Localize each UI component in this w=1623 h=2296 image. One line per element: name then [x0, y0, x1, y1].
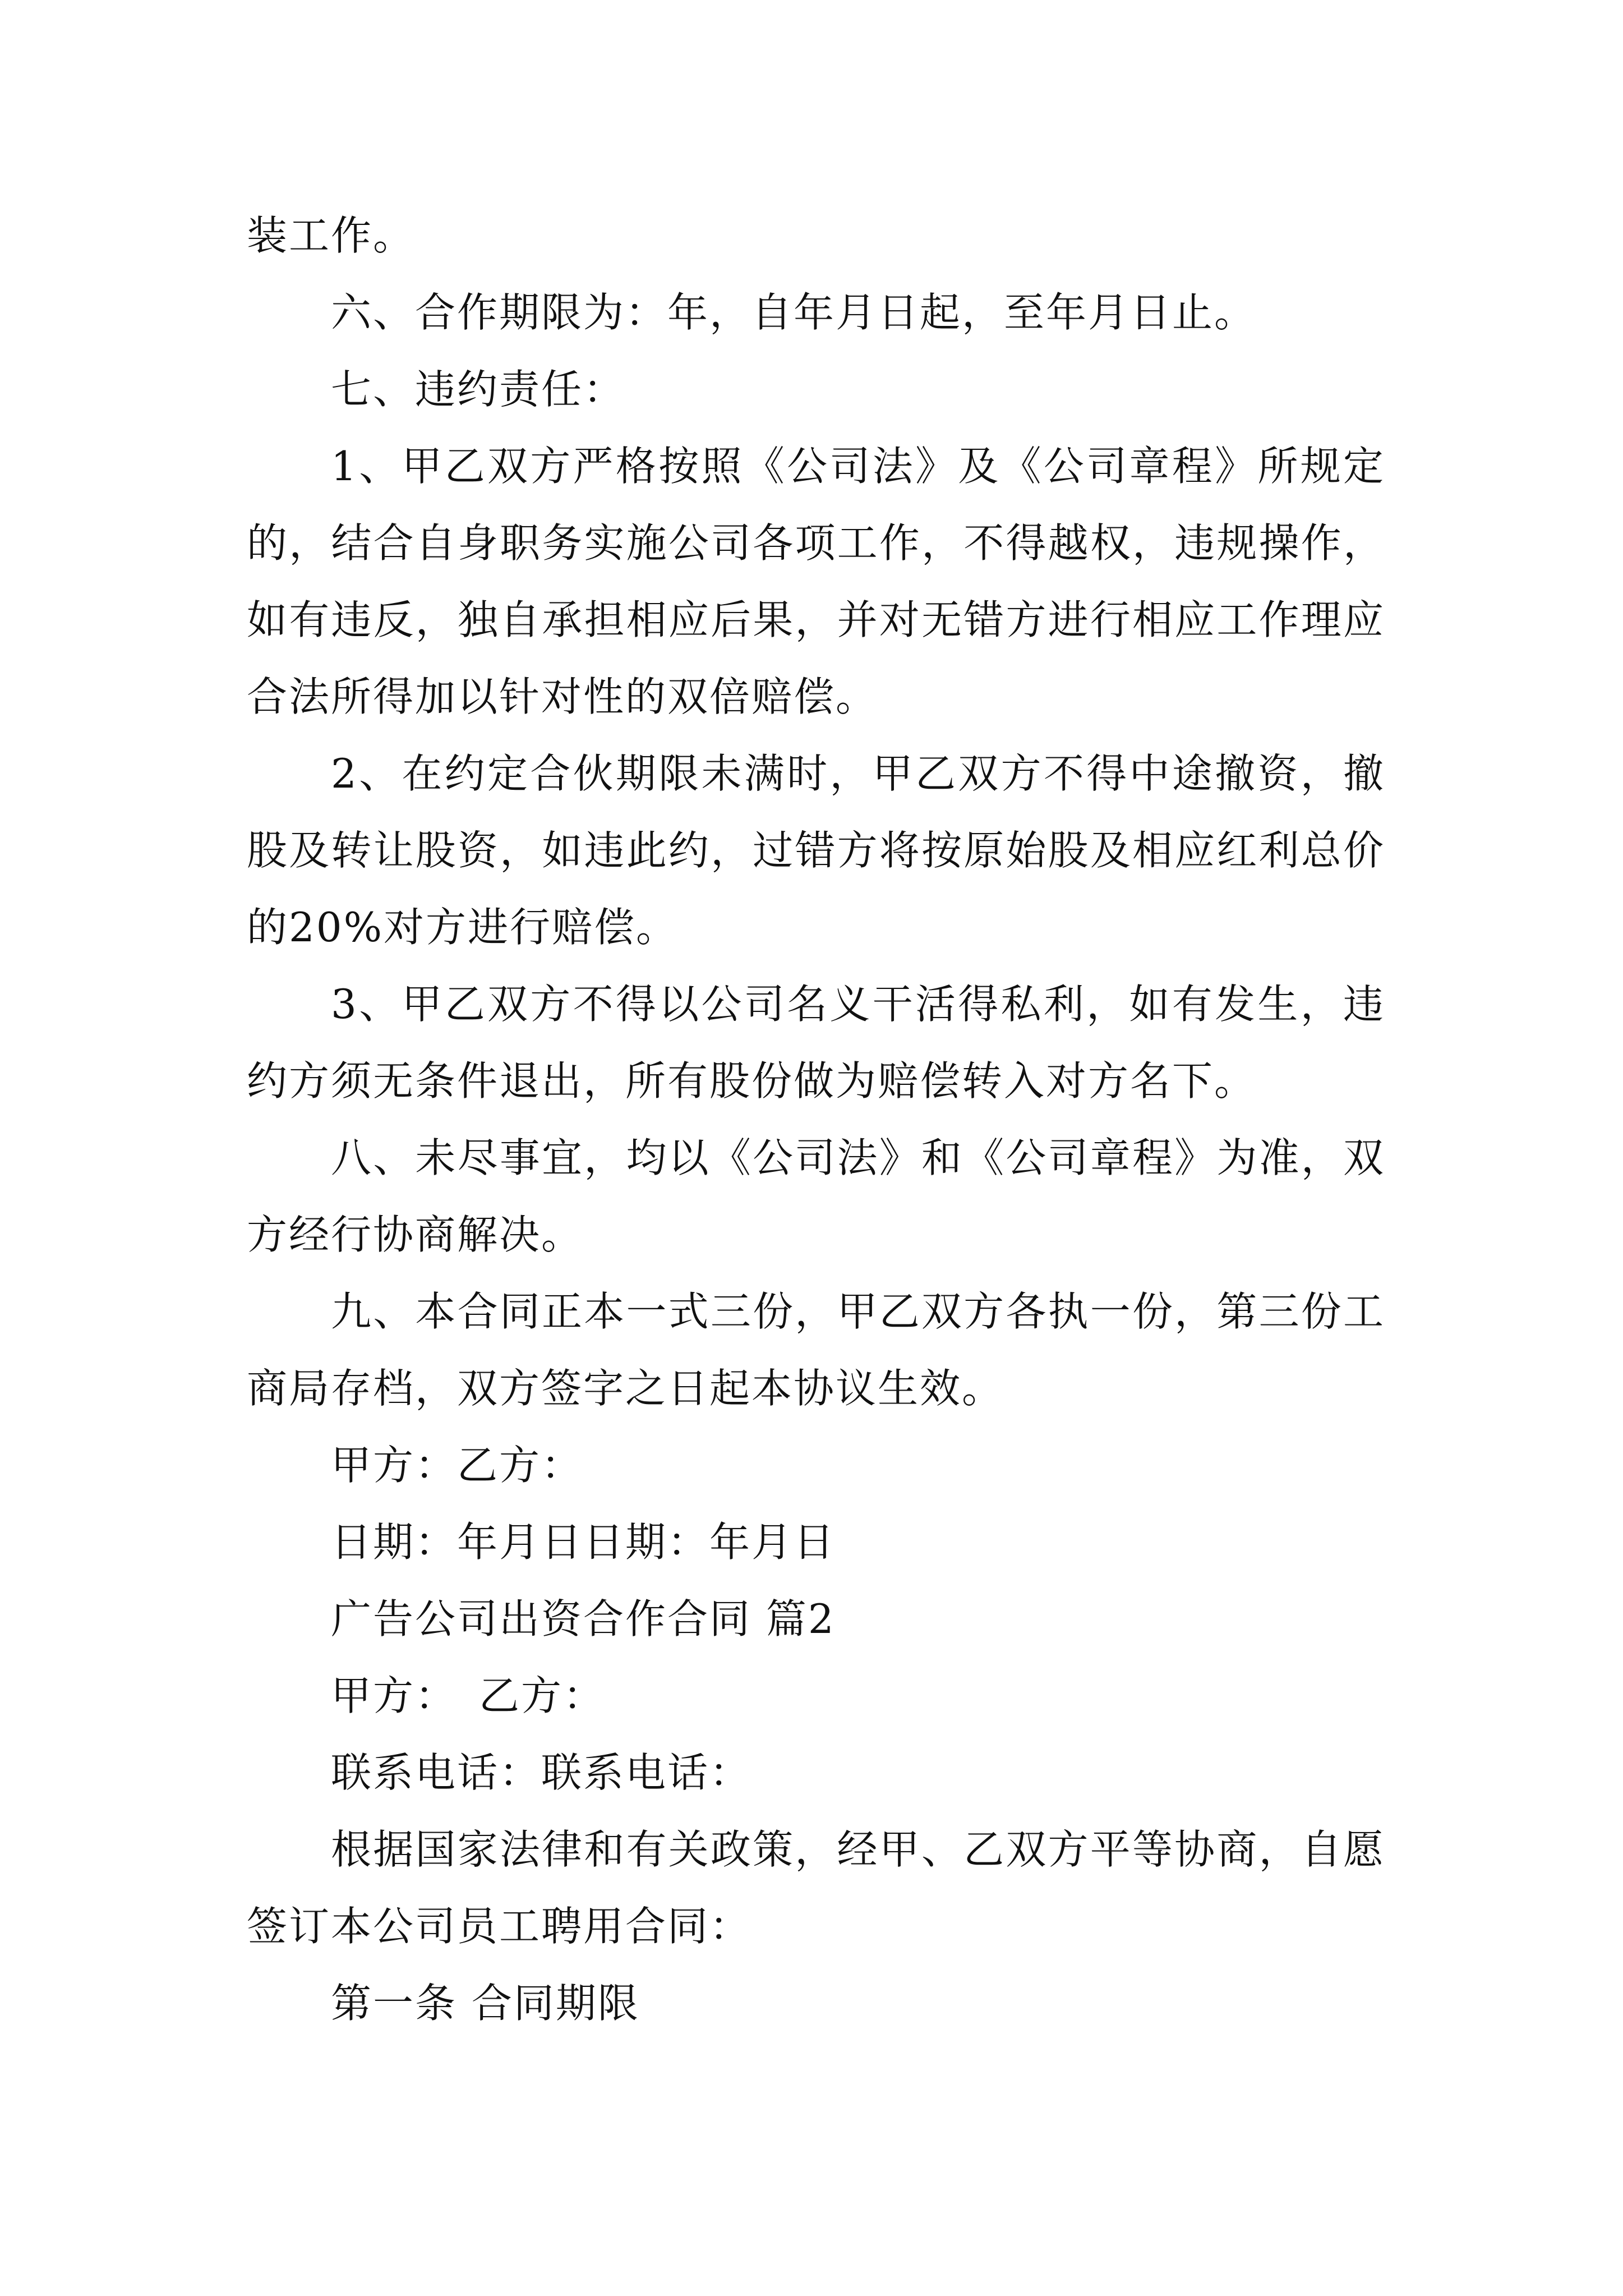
parties-line: 甲方： 乙方：: [331, 1672, 606, 1719]
clause-7-item-2: 2、在约定合伙期限未满时，甲乙双方不得中途撤资，撤股及转让股资，如违此约，过错方将按原始股及相应红利总价的20%对方进行赔偿。: [247, 750, 1385, 951]
section-title: 广告公司出资合作合同 篇2: [331, 1595, 836, 1642]
clause-7-item-1: 1、甲乙双方严格按照《公司法》及《公司章程》所规定的，结合自身职务实施公司各项工作，不得越权，违规操作，如有违反，独自承担相应后果，并对无错方进行相应工作理应合法所得加以针对性的双倍赔偿。: [247, 443, 1385, 720]
clause-9: 九、本合同正本一式三份，甲乙双方各执一份，第三份工商局存档，双方签字之日起本协议生效。: [247, 1288, 1385, 1412]
clause-7-item-3: 3、甲乙双方不得以公司名义干活得私利，如有发生，违约方须无条件退出，所有股份做为赔偿转入对方名下。: [247, 981, 1385, 1105]
clause-7-heading: 七、违约责任：: [331, 366, 626, 413]
paragraph-continuation: 装工作。: [247, 212, 416, 259]
clause-6-cooperation-period: 六、合作期限为：年，自年月日起，至年月日止。: [331, 289, 1257, 336]
article-1-heading: 第一条 合同期限: [331, 1980, 640, 2027]
preamble: 根据国家法律和有关政策，经甲、乙双方平等协商，自愿签订本公司员工聘用合同：: [247, 1826, 1385, 1950]
phone-line: 联系电话：联系电话：: [331, 1749, 752, 1796]
clause-8: 八、未尽事宜，均以《公司法》和《公司章程》为准，双方经行协商解决。: [247, 1134, 1385, 1258]
signature-dates: 日期：年月日日期：年月日: [331, 1519, 836, 1566]
signature-parties: 甲方：乙方：: [331, 1442, 584, 1489]
document-body: [247, 197, 1385, 2042]
